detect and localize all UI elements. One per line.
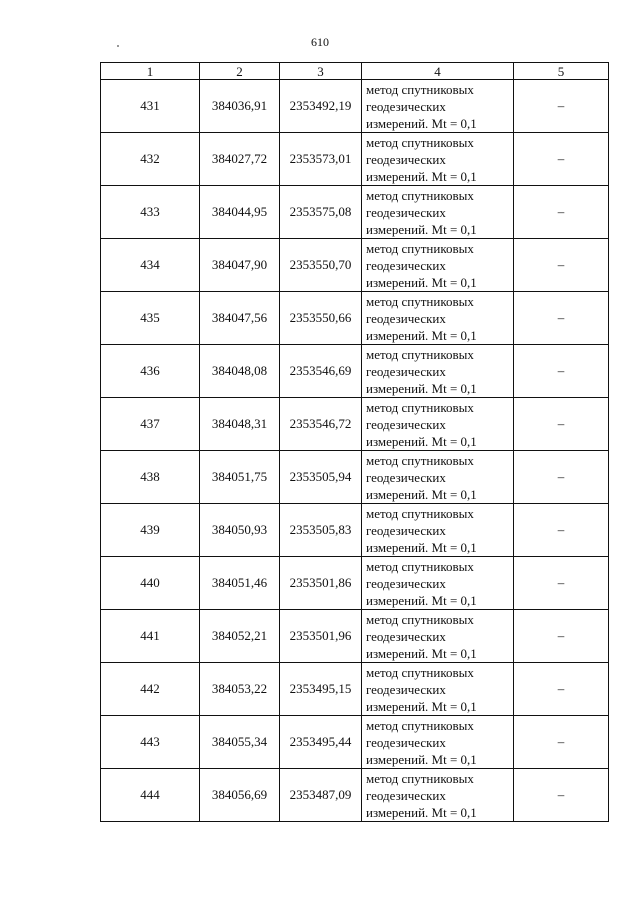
method-line: геодезических <box>366 310 446 326</box>
note-dash: – <box>557 734 565 749</box>
method-line: метод спутниковых <box>366 611 474 627</box>
method-cell <box>362 716 514 769</box>
table-row <box>101 610 609 663</box>
method-line: измерений. Mt = 0,1 <box>366 274 477 290</box>
note-cell <box>514 345 609 398</box>
column-header-3: 3 <box>280 63 362 80</box>
note-dash: – <box>557 575 565 590</box>
method-line: метод спутниковых <box>366 134 474 150</box>
coordinate-y: 2353505,83 <box>280 504 362 557</box>
note-cell <box>514 133 609 186</box>
coordinate-y: 2353487,09 <box>280 769 362 822</box>
point-number: 437 <box>101 398 200 451</box>
table-body <box>101 63 609 822</box>
method-line: измерений. Mt = 0,1 <box>366 115 477 131</box>
point-number: 444 <box>101 769 200 822</box>
method-line: измерений. Mt = 0,1 <box>366 327 477 343</box>
coordinate-y: 2353492,19 <box>280 80 362 133</box>
method-line: метод спутниковых <box>366 399 474 415</box>
scan-speck <box>117 45 119 47</box>
method-cell <box>362 80 514 133</box>
point-number: 436 <box>101 345 200 398</box>
method-line: метод спутниковых <box>366 558 474 574</box>
coordinate-x: 384050,93 <box>200 504 280 557</box>
method-line: метод спутниковых <box>366 664 474 680</box>
point-number: 443 <box>101 716 200 769</box>
coordinate-y: 2353575,08 <box>280 186 362 239</box>
column-header-4: 4 <box>362 63 514 80</box>
note-cell <box>514 451 609 504</box>
method-line: геодезических <box>366 575 446 591</box>
method-cell <box>362 398 514 451</box>
coordinate-y: 2353505,94 <box>280 451 362 504</box>
table-row <box>101 451 609 504</box>
note-cell <box>514 610 609 663</box>
method-cell <box>362 292 514 345</box>
coordinate-y: 2353495,15 <box>280 663 362 716</box>
note-dash: – <box>557 787 565 802</box>
note-dash: – <box>557 363 565 378</box>
method-cell <box>362 504 514 557</box>
method-cell <box>362 133 514 186</box>
method-line: измерений. Mt = 0,1 <box>366 645 477 661</box>
note-cell <box>514 80 609 133</box>
method-line: измерений. Mt = 0,1 <box>366 698 477 714</box>
method-line: геодезических <box>366 363 446 379</box>
method-line: геодезических <box>366 257 446 273</box>
coordinate-x: 384044,95 <box>200 186 280 239</box>
table-row <box>101 292 609 345</box>
method-line: измерений. Mt = 0,1 <box>366 592 477 608</box>
note-cell <box>514 186 609 239</box>
method-line: измерений. Mt = 0,1 <box>366 539 477 555</box>
method-cell <box>362 239 514 292</box>
coordinate-y: 2353546,69 <box>280 345 362 398</box>
coordinate-y: 2353550,66 <box>280 292 362 345</box>
method-cell <box>362 557 514 610</box>
note-cell <box>514 557 609 610</box>
note-cell <box>514 769 609 822</box>
coordinate-x: 384048,08 <box>200 345 280 398</box>
note-dash: – <box>557 257 565 272</box>
point-number: 435 <box>101 292 200 345</box>
point-number: 438 <box>101 451 200 504</box>
note-dash: – <box>557 681 565 696</box>
note-dash: – <box>557 310 565 325</box>
method-line: геодезических <box>366 787 446 803</box>
coordinate-y: 2353501,86 <box>280 557 362 610</box>
coordinate-x: 384056,69 <box>200 769 280 822</box>
method-cell <box>362 186 514 239</box>
column-header-2: 2 <box>200 63 280 80</box>
coordinate-x: 384052,21 <box>200 610 280 663</box>
method-line: геодезических <box>366 98 446 114</box>
table-header-row <box>101 63 609 80</box>
method-line: метод спутниковых <box>366 187 474 203</box>
point-number: 433 <box>101 186 200 239</box>
note-cell <box>514 716 609 769</box>
method-line: метод спутниковых <box>366 346 474 362</box>
table-row <box>101 769 609 822</box>
note-cell <box>514 292 609 345</box>
method-line: измерений. Mt = 0,1 <box>366 433 477 449</box>
method-line: измерений. Mt = 0,1 <box>366 804 477 820</box>
table-row <box>101 716 609 769</box>
method-line: метод спутниковых <box>366 717 474 733</box>
point-number: 442 <box>101 663 200 716</box>
note-dash: – <box>557 151 565 166</box>
table-row <box>101 663 609 716</box>
method-line: измерений. Mt = 0,1 <box>366 751 477 767</box>
coordinate-x: 384053,22 <box>200 663 280 716</box>
coordinate-x: 384048,31 <box>200 398 280 451</box>
point-number: 441 <box>101 610 200 663</box>
note-dash: – <box>557 522 565 537</box>
point-number: 439 <box>101 504 200 557</box>
coordinate-y: 2353550,70 <box>280 239 362 292</box>
method-cell <box>362 451 514 504</box>
coordinates-table <box>100 62 609 822</box>
coordinate-x: 384055,34 <box>200 716 280 769</box>
coordinate-x: 384051,75 <box>200 451 280 504</box>
method-line: геодезических <box>366 469 446 485</box>
coordinate-x: 384027,72 <box>200 133 280 186</box>
point-number: 440 <box>101 557 200 610</box>
method-line: геодезических <box>366 522 446 538</box>
table-row <box>101 80 609 133</box>
method-line: метод спутниковых <box>366 505 474 521</box>
note-dash: – <box>557 204 565 219</box>
method-line: метод спутниковых <box>366 81 474 97</box>
method-line: метод спутниковых <box>366 770 474 786</box>
note-cell <box>514 663 609 716</box>
note-cell <box>514 504 609 557</box>
method-line: геодезических <box>366 204 446 220</box>
table-row <box>101 239 609 292</box>
method-line: метод спутниковых <box>366 293 474 309</box>
table-row <box>101 186 609 239</box>
point-number: 432 <box>101 133 200 186</box>
point-number: 431 <box>101 80 200 133</box>
column-header-1: 1 <box>101 63 200 80</box>
coordinate-y: 2353501,96 <box>280 610 362 663</box>
coordinate-x: 384047,56 <box>200 292 280 345</box>
table-row <box>101 345 609 398</box>
method-line: измерений. Mt = 0,1 <box>366 486 477 502</box>
method-line: измерений. Mt = 0,1 <box>366 380 477 396</box>
note-cell <box>514 239 609 292</box>
point-number: 434 <box>101 239 200 292</box>
note-dash: – <box>557 628 565 643</box>
coordinate-x: 384051,46 <box>200 557 280 610</box>
note-dash: – <box>557 469 565 484</box>
method-cell <box>362 610 514 663</box>
method-line: измерений. Mt = 0,1 <box>366 221 477 237</box>
method-line: геодезических <box>366 416 446 432</box>
note-cell <box>514 398 609 451</box>
method-cell <box>362 345 514 398</box>
coordinate-y: 2353495,44 <box>280 716 362 769</box>
page-number: 610 <box>311 35 329 49</box>
table-row <box>101 504 609 557</box>
table-row <box>101 557 609 610</box>
method-line: геодезических <box>366 151 446 167</box>
note-dash: – <box>557 416 565 431</box>
table-row <box>101 398 609 451</box>
method-cell <box>362 663 514 716</box>
method-line: измерений. Mt = 0,1 <box>366 168 477 184</box>
column-header-5: 5 <box>514 63 609 80</box>
method-cell <box>362 769 514 822</box>
table-row <box>101 133 609 186</box>
coordinate-y: 2353573,01 <box>280 133 362 186</box>
coordinate-x: 384047,90 <box>200 239 280 292</box>
method-line: метод спутниковых <box>366 240 474 256</box>
method-line: геодезических <box>366 628 446 644</box>
coordinate-x: 384036,91 <box>200 80 280 133</box>
coordinate-y: 2353546,72 <box>280 398 362 451</box>
method-line: метод спутниковых <box>366 452 474 468</box>
method-line: геодезических <box>366 681 446 697</box>
note-dash: – <box>557 98 565 113</box>
method-line: геодезических <box>366 734 446 750</box>
